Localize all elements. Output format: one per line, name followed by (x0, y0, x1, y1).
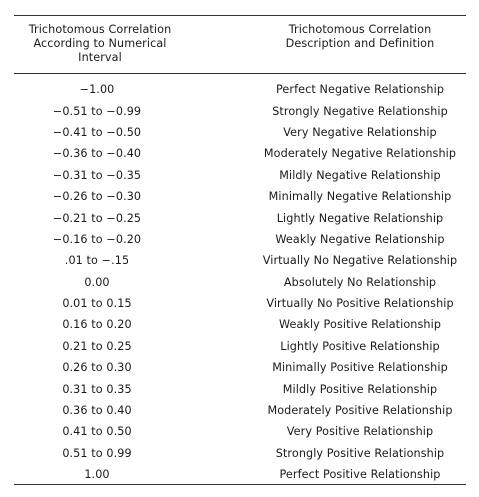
table-row (0, 400, 479, 421)
description-cell: Virtually No Negative Relationship (262, 254, 458, 268)
table-row (0, 122, 479, 143)
table-row (0, 165, 479, 186)
description-cell: Minimally Positive Relationship (272, 361, 448, 375)
description-cell: Absolutely No Relationship (283, 275, 437, 289)
table-row (0, 314, 479, 335)
table-row (0, 229, 479, 250)
interval-cell: 1.00 (84, 468, 110, 482)
table-row (0, 293, 479, 314)
interval-cell: 0.01 to 0.15 (62, 297, 132, 311)
description-cell: Moderately Positive Relationship (267, 404, 453, 418)
table-row (0, 250, 479, 271)
table-row (0, 272, 479, 293)
description-cell: Perfect Positive Relationship (279, 468, 441, 482)
interval-cell: 0.36 to 0.40 (62, 404, 132, 418)
description-cell: Mildly Negative Relationship (279, 168, 441, 182)
description-cell: Virtually No Positive Relationship (266, 297, 454, 311)
interval-cell: −1.00 (79, 83, 115, 97)
interval-cell: −0.26 to −0.30 (52, 190, 142, 204)
description-cell: Very Negative Relationship (283, 125, 437, 139)
interval-cell: −0.21 to −0.25 (52, 211, 142, 225)
table-header-rule (14, 73, 466, 74)
description-cell: Lightly Negative Relationship (276, 211, 444, 225)
table-row (0, 79, 479, 100)
description-cell: Weakly Positive Relationship (278, 318, 442, 332)
interval-cell: .01 to −.15 (64, 254, 130, 268)
interval-cell: −0.41 to −0.50 (52, 125, 142, 139)
table-body (0, 79, 479, 485)
table-row (0, 443, 479, 464)
header-interval: Trichotomous Correlation According to Numerical Interval (28, 23, 172, 64)
interval-cell: 0.26 to 0.30 (62, 361, 132, 375)
description-cell: Strongly Negative Relationship (272, 104, 448, 118)
description-cell: Lightly Positive Relationship (280, 339, 440, 353)
description-cell: Minimally Negative Relationship (268, 190, 452, 204)
description-cell: Mildly Positive Relationship (282, 382, 438, 396)
interval-cell: −0.36 to −0.40 (52, 147, 142, 161)
table-bottom-rule (14, 484, 466, 485)
description-cell: Very Positive Relationship (286, 425, 434, 439)
interval-cell: 0.41 to 0.50 (62, 425, 132, 439)
header-description: Trichotomous Correlation Description and Definition (285, 23, 435, 50)
table-row (0, 357, 479, 378)
interval-cell: 0.16 to 0.20 (62, 318, 132, 332)
table-row (0, 421, 479, 442)
description-cell: Moderately Negative Relationship (263, 147, 457, 161)
interval-cell: −0.31 to −0.35 (52, 168, 142, 182)
interval-cell: −0.51 to −0.99 (52, 104, 142, 118)
table-top-rule (14, 15, 466, 16)
table-row (0, 143, 479, 164)
table-row (0, 100, 479, 121)
interval-cell: 0.00 (84, 275, 110, 289)
table-row (0, 186, 479, 207)
table-row (0, 464, 479, 485)
interval-cell: −0.16 to −0.20 (52, 232, 142, 246)
interval-cell: 0.21 to 0.25 (62, 339, 132, 353)
table-row (0, 378, 479, 399)
description-cell: Perfect Negative Relationship (275, 83, 445, 97)
description-cell: Weakly Negative Relationship (275, 232, 445, 246)
interval-cell: 0.51 to 0.99 (62, 446, 132, 460)
description-cell: Strongly Positive Relationship (275, 446, 445, 460)
table-row (0, 207, 479, 228)
table-row (0, 336, 479, 357)
interval-cell: 0.31 to 0.35 (62, 382, 132, 396)
